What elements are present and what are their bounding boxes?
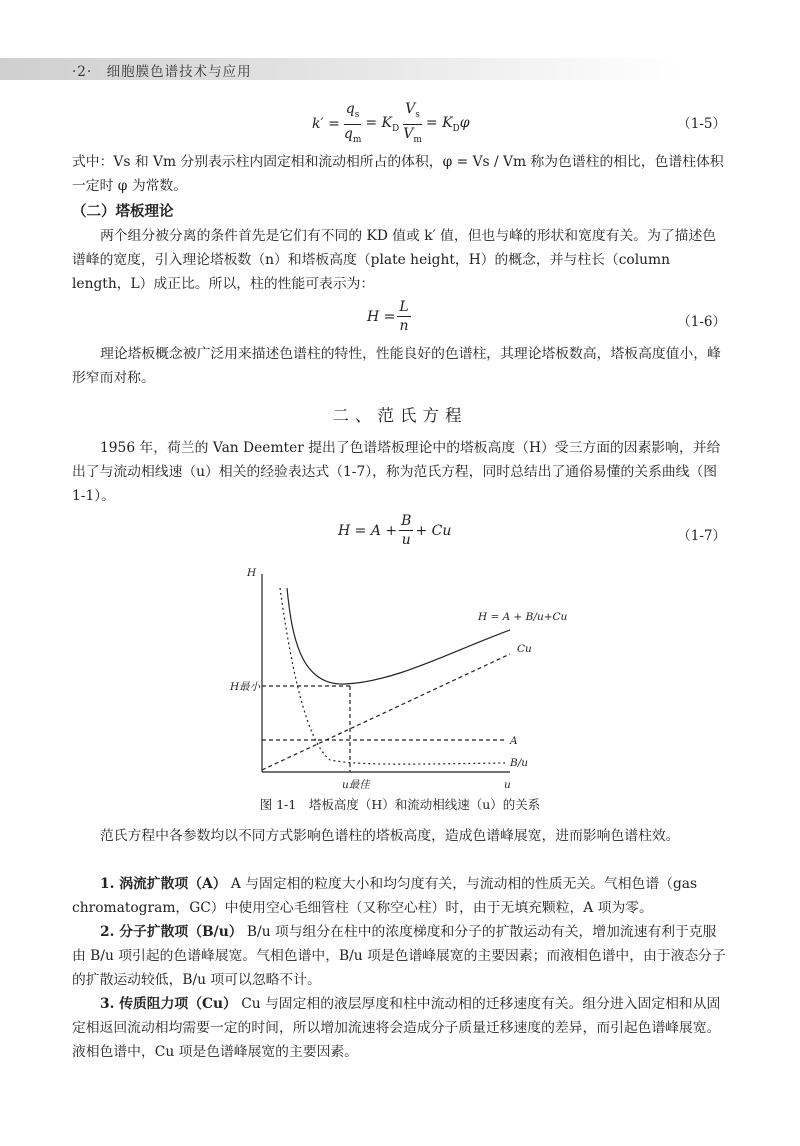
x-axis-label: u (504, 779, 511, 791)
item-eddy-diffusion-title: 1. 涡流扩散项（A） (100, 876, 227, 892)
hmin-label: H最小 (230, 681, 261, 693)
item-eddy-diffusion-text: A 与固定相的粒度大小和均匀度有关，与流动相的性质无关。气相色谱（gas chromatogram，GC）中使用空心毛细管柱（又称空心柱）时，由于无填充颗粒，A 项为零。 (72, 876, 698, 916)
curve-A-label: A (510, 735, 518, 747)
paragraph-parameters: 范氏方程中各参数均以不同方式影响色谱柱的塔板高度，造成色谱峰展宽，进而影响色谱柱效。 (100, 828, 680, 844)
item-mass-transfer (72, 992, 728, 1064)
item-molecular-diffusion-text: B/u 项与组分在柱中的浓度梯度和分子的扩散运动有关，增加流速有利于克服由 B/u 项引起的色谱峰展宽。气相色谱中，B/u 项是色谱峰展宽的主要因素；而液相色谱中，由于液态分子的扩散运动较低，B/u 项可以忽略不计。 (72, 924, 726, 988)
figure-caption: 图 1-1 塔板高度（H）和流动相线速（u）的关系 (259, 797, 541, 812)
curve-Cu-label: Cu (517, 643, 532, 655)
paragraph-plate-theory: 两个组分被分离的条件首先是它们有不同的 KD 值或 k′ 值，但也与峰的形状和宽度有关。为了描述色谱峰的宽度，引入理论塔板数（n）和塔板高度（plate height，H）的概念，并与柱长（column length，L）成正比。所以，柱的性能可表示为： (72, 228, 717, 292)
equation-number: （1-6） (677, 314, 726, 330)
equation-number: （1-5） (677, 116, 726, 132)
paragraph-plate-concept: 理论塔板概念被广泛用来描述色谱柱的特性，性能良好的色谱柱，其理论塔板数高，塔板高度值小，峰形窄而对称。 (72, 346, 721, 386)
item-molecular-diffusion (72, 920, 728, 992)
running-head-text: ·2· 细胞膜色谱技术与应用 (72, 64, 252, 80)
curve-H-label: H = A + B/u+Cu (478, 611, 568, 623)
item-eddy-diffusion (72, 872, 728, 920)
equation-1-6-body: H = $\frac{L}{n}$ (367, 299, 409, 334)
item-molecular-diffusion-title: 2. 分子扩散项（B/u） (100, 924, 243, 940)
section-heading-van-deemter: 二、范氏方程 (332, 406, 468, 425)
equation-1-7-body: H = A + $\frac{B}{u}$ + Cu (338, 513, 452, 548)
curve-Bu (280, 588, 505, 764)
curve-Cu (262, 654, 510, 770)
uopt-label: u最佳 (342, 779, 370, 791)
item-mass-transfer-title: 3. 传质阻力项（Cu） (100, 996, 237, 1012)
section-heading-plate-theory: （二）塔板理论 (72, 204, 174, 220)
item-mass-transfer-text: Cu 与固定相的液层厚度和柱中流动相的迁移速度有关。组分进入固定相和从固定相返回流动相均需要一定的时间，所以增加流速将会造成分子质量迁移速度的差异，而引起色谱峰展宽。液相色谱中，Cu 项是色谱峰展宽的主要因素。 (72, 996, 721, 1060)
paragraph-variables: 式中：Vs 和 Vm 分别表示柱内固定相和流动相所占的体积，φ = Vs / Vm 称为色谱柱的相比，色谱柱体积一定时 φ 为常数。 (72, 154, 724, 194)
equation-number: （1-7） (677, 528, 726, 544)
curve-H (287, 588, 510, 684)
equation-1-5-body: k′ = $\frac{q_s}{q_m}$ = $K_D$ $\frac{V_s}{V_m}$ = $K_D\varphi$ (312, 101, 470, 145)
paragraph-van-deemter: 1956 年，荷兰的 Van Deemter 提出了色谱塔板理论中的塔板高度（H）受三方面的因素影响，并给出了与流动相线速（u）相关的经验表达式（1-7），称为范氏方程，同时总结出了通俗易懂的关系曲线（图 1-1）。 (72, 440, 721, 504)
curve-Bu-label: B/u (510, 757, 529, 769)
y-axis-label: H (247, 567, 257, 579)
